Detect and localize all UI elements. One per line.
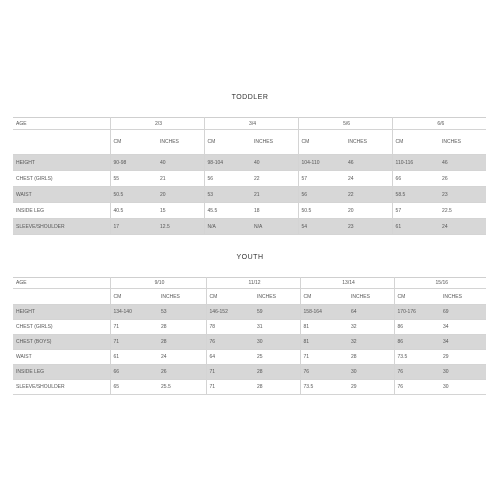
table-cell: 25.5 [161,384,171,390]
table-cell: 64 [348,305,394,320]
table-cell: 65 [110,380,158,395]
age-label: AGE [16,280,27,286]
table-cell: 71 [300,350,348,365]
unit-header: CM [110,130,157,155]
age-column-header: 11/12 [206,278,300,289]
table-cell: 22.5 [442,207,452,214]
table-cell: 64 [206,350,254,365]
row-label: CHEST (GIRLS) [16,324,53,330]
table-cell: 30 [348,365,394,380]
table-cell: 21 [160,175,166,182]
table-cell: 76 [394,380,440,395]
table-cell: 28 [257,384,263,390]
unit-header: CM [110,289,158,305]
table-cell: 40.5 [110,203,157,219]
table-cell: 45.5 [204,203,251,219]
table-cell: 73.5 [394,350,440,365]
table-cell: 54 [298,219,345,235]
unit-header: CM [204,130,251,155]
youth-rows [13,305,486,395]
table-cell: 34 [443,324,449,330]
row-label: HEIGHT [13,155,110,171]
table-row [13,219,486,235]
table-cell: 26 [442,175,448,182]
table-cell: 53 [158,305,206,320]
table-cell: 170-176 [394,305,440,320]
unit-header: INCHES [254,139,273,145]
unit-header: INCHES [160,139,179,145]
table-cell: 22 [345,187,392,203]
table-row [13,305,486,320]
table-cell: 20 [157,187,204,203]
unit-header: INCHES [443,293,462,300]
table-cell: 66 [110,365,158,380]
table-cell: 76 [206,335,254,350]
row-label: CHEST (GIRLS) [16,175,53,182]
table-cell: 29 [351,384,357,390]
table-cell: 30 [440,365,486,380]
table-row [13,335,486,350]
table-cell: 20 [348,207,354,214]
table-cell: 28 [161,324,167,330]
age-column-header: 6/6 [392,118,486,130]
table-row [13,155,486,171]
table-cell: 81 [300,335,348,350]
age-column-header: 5/6 [298,118,392,130]
table-cell: 59 [254,305,300,320]
table-cell: 56 [204,171,251,187]
table-cell: 76 [394,365,440,380]
table-cell: 71 [110,320,158,335]
table-cell: 61 [110,350,158,365]
table-row [13,350,486,365]
table-cell: 71 [206,380,254,395]
row-label: INSIDE LEG [13,365,110,380]
unit-header: INCHES [351,293,370,300]
row-label: SLEEVE/SHOULDER [13,219,110,235]
table-cell: 25 [257,354,263,360]
table-cell: 22 [254,175,260,182]
table-row [13,380,486,395]
table-cell: 50.5 [298,203,345,219]
table-cell: 30 [254,335,300,350]
table-row [13,320,486,335]
unit-header: CM [206,289,254,305]
table-cell: 90-98 [110,155,157,171]
table-cell: 46 [345,155,392,171]
table-cell: 81 [300,320,348,335]
age-column-header: 2/3 [110,118,204,130]
table-cell: 31 [257,324,263,330]
table-cell: 18 [254,207,260,214]
table-cell: 86 [394,320,440,335]
table-cell: 30 [443,384,449,390]
table-cell: 158-164 [300,305,348,320]
row-label: HEIGHT [13,305,110,320]
age-column-header: 13/14 [300,278,394,289]
table-cell: N/A [204,219,251,235]
table-cell: 56 [298,187,345,203]
table-cell: 24 [439,219,486,235]
table-cell: 61 [392,219,439,235]
table-unit-row [13,130,486,155]
table-cell: 12.5 [157,219,204,235]
table-cell: 98-104 [204,155,251,171]
table-cell: 34 [440,335,486,350]
table-cell: 24 [348,175,354,182]
unit-header: INCHES [442,139,461,145]
table-cell: 40 [157,155,204,171]
table-unit-row [13,289,486,305]
toddler-title: TODDLER [231,94,269,101]
table-header-row [13,278,486,289]
table-cell: 86 [394,335,440,350]
table-cell: 66 [392,171,439,187]
toddler-size-table [13,117,486,235]
age-label: AGE [16,120,27,127]
table-cell: 55 [110,171,157,187]
toddler-rows [13,155,486,235]
unit-header: CM [300,289,348,305]
age-column-header: 3/4 [204,118,298,130]
table-cell: 17 [110,219,157,235]
table-header-row [13,118,486,130]
table-cell: 134-140 [110,305,158,320]
table-cell: 78 [206,320,254,335]
table-cell: 23 [439,187,486,203]
table-cell: 110-116 [392,155,439,171]
unit-header: INCHES [257,293,276,300]
table-row [13,203,486,219]
age-column-header: 15/16 [394,278,486,289]
table-cell: 146-152 [206,305,254,320]
table-row [13,187,486,203]
table-cell: 69 [440,305,486,320]
table-cell: 76 [300,365,348,380]
youth-title: YOUTH [236,254,264,261]
table-cell: 28 [254,365,300,380]
table-cell: 32 [348,335,394,350]
unit-header: INCHES [161,293,180,300]
table-cell: 29 [443,354,449,360]
table-cell: 15 [160,207,166,214]
unit-header: CM [392,130,439,155]
row-label: SLEEVE/SHOULDER [16,384,65,390]
table-cell: 28 [351,354,357,360]
unit-header: CM [298,130,345,155]
table-cell: 57 [392,203,439,219]
table-cell: 53 [204,187,251,203]
unit-header: CM [394,289,440,305]
row-label: WAIST [13,187,110,203]
table-row [13,171,486,187]
unit-header: INCHES [348,139,367,145]
table-cell: 26 [158,365,206,380]
table-cell: 57 [298,171,345,187]
age-column-header: 9/10 [110,278,206,289]
row-label: CHEST (BOYS) [13,335,110,350]
table-cell: 71 [110,335,158,350]
table-cell: N/A [251,219,298,235]
table-cell: 73.5 [300,380,348,395]
table-cell: 40 [251,155,298,171]
table-cell: 23 [345,219,392,235]
table-cell: 71 [206,365,254,380]
row-label: INSIDE LEG [16,207,45,214]
table-cell: 32 [351,324,357,330]
youth-size-table [13,277,486,395]
table-cell: 28 [158,335,206,350]
row-label: WAIST [16,354,32,360]
table-cell: 24 [161,354,167,360]
table-cell: 50.5 [110,187,157,203]
table-cell: 46 [439,155,486,171]
table-cell: 104-110 [298,155,345,171]
table-cell: 58.5 [392,187,439,203]
table-cell: 21 [251,187,298,203]
table-row [13,365,486,380]
